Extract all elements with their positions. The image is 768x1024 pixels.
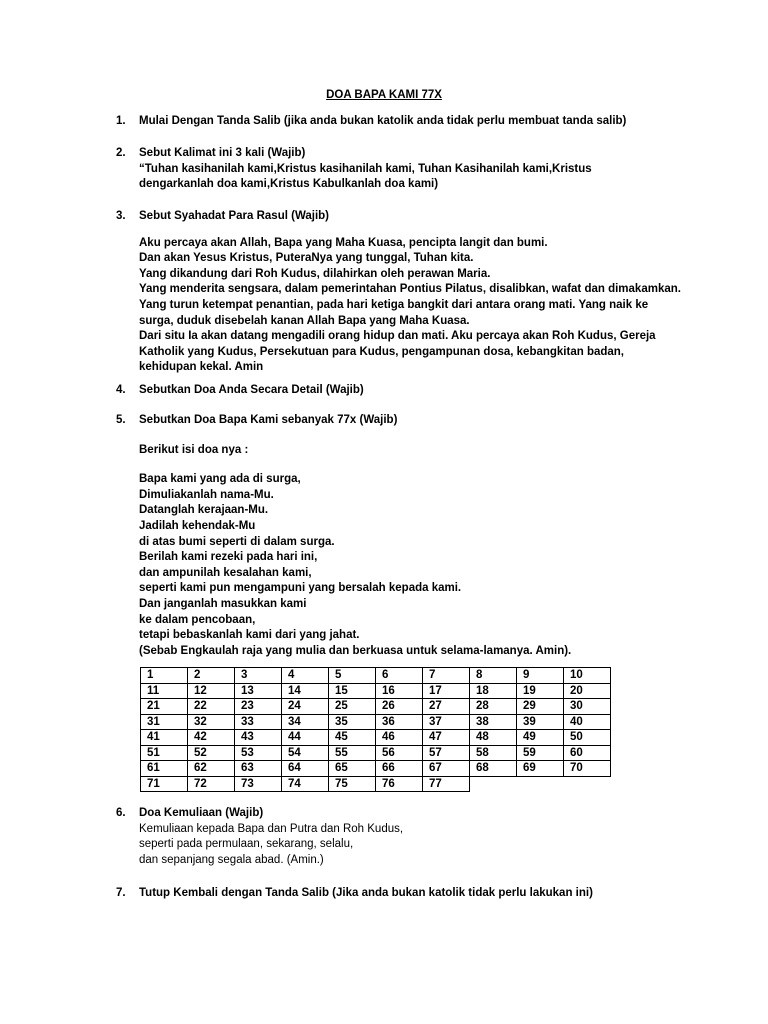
grid-cell: 19	[517, 683, 564, 699]
grid-cell: 75	[329, 776, 376, 792]
step-heading: Mulai Dengan Tanda Salib (jika anda bukan katolik anda tidak perlu membuat tanda salib)	[139, 115, 627, 127]
grid-cell: 38	[470, 714, 517, 730]
grid-cell: 36	[376, 714, 423, 730]
grid-cell	[517, 776, 564, 792]
grid-row	[141, 699, 611, 715]
grid-cell: 61	[141, 761, 188, 777]
step-number: 5.	[116, 414, 126, 426]
grid-cell: 31	[141, 714, 188, 730]
grid-cell: 64	[282, 761, 329, 777]
grid-cell: 20	[564, 683, 611, 699]
creed-line: Yang turun ketempat penantian, pada hari ketiga bangkit dari antara orang mati. Yang naik ke surga, duduk disebelah kanan Allah Bapa yang Maha Kuasa.	[139, 298, 649, 327]
grid-row	[141, 714, 611, 730]
grid-cell: 2	[188, 668, 235, 684]
prayer-line: dan ampunilah kesalahan kami,	[139, 566, 312, 579]
grid-row	[141, 776, 611, 792]
grid-cell: 73	[235, 776, 282, 792]
grid-cell: 41	[141, 730, 188, 746]
glory-line: dan sepanjang segala abad. (Amin.)	[139, 853, 324, 866]
grid-cell: 57	[423, 745, 470, 761]
grid-cell: 11	[141, 683, 188, 699]
grid-cell: 74	[282, 776, 329, 792]
prayer-line: Berilah kami rezeki pada hari ini,	[139, 551, 318, 564]
grid-cell	[470, 776, 517, 792]
grid-cell: 30	[564, 699, 611, 715]
prayer-line: tetapi bebaskanlah kami dari yang jahat.	[139, 629, 360, 642]
grid-cell: 51	[141, 745, 188, 761]
grid-cell: 35	[329, 714, 376, 730]
step-heading: Tutup Kembali dengan Tanda Salib (Jika anda bukan katolik tidak perlu lakukan ini)	[139, 887, 593, 899]
grid-cell: 69	[517, 761, 564, 777]
grid-cell: 34	[282, 714, 329, 730]
step-number: 2.	[116, 147, 126, 159]
grid-cell: 49	[517, 730, 564, 746]
grid-cell: 26	[376, 699, 423, 715]
grid-row	[141, 745, 611, 761]
step-heading: Sebut Kalimat ini 3 kali (Wajib)	[139, 147, 306, 159]
creed-line: Yang menderita sengsara, dalam pemerintahan Pontius Pilatus, disalibkan, wafat dan dimakamkan.	[139, 283, 681, 296]
grid-cell: 72	[188, 776, 235, 792]
grid-cell: 77	[423, 776, 470, 792]
grid-cell: 23	[235, 699, 282, 715]
creed-line: Aku percaya akan Allah, Bapa yang Maha Kuasa, pencipta langit dan bumi.	[139, 236, 548, 249]
grid-row	[141, 683, 611, 699]
grid-cell: 9	[517, 668, 564, 684]
grid-cell: 21	[141, 699, 188, 715]
grid-cell: 18	[470, 683, 517, 699]
step-text: “Tuhan kasihanilah kami,Kristus kasihanilah kami, Tuhan Kasihanilah kami,Kristus dengarkanlah doa kami,Kristus Kabulkanlah doa kami)	[139, 162, 592, 191]
grid-cell: 50	[564, 730, 611, 746]
prayer-count-grid	[140, 667, 611, 792]
grid-cell: 24	[282, 699, 329, 715]
step-heading: Sebutkan Doa Anda Secara Detail (Wajib)	[139, 384, 364, 396]
prayer-line: Bapa kami yang ada di surga,	[139, 473, 301, 486]
grid-cell: 5	[329, 668, 376, 684]
grid-cell: 42	[188, 730, 235, 746]
step-7	[116, 886, 676, 902]
grid-cell: 47	[423, 730, 470, 746]
step-heading: Sebutkan Doa Bapa Kami sebanyak 77x (Wajib)	[139, 414, 398, 426]
prayer-line: Dan janganlah masukkan kami	[139, 597, 307, 610]
step-heading: Sebut Syahadat Para Rasul (Wajib)	[139, 210, 330, 222]
grid-cell: 65	[329, 761, 376, 777]
prayer-line: Datanglah kerajaan-Mu.	[139, 504, 269, 517]
creed-line: Dari situ Ia akan datang mengadili orang hidup dan mati. Aku percaya akan Roh Kudus, Gereja Katholik yang Kudus, Persekutuan para Kudus, pengampunan dosa, kebangkitan badan, kehidupan kekal. Amin	[139, 330, 656, 374]
grid-cell: 25	[329, 699, 376, 715]
grid-cell: 33	[235, 714, 282, 730]
grid-cell: 48	[470, 730, 517, 746]
grid-cell: 58	[470, 745, 517, 761]
grid-cell: 10	[564, 668, 611, 684]
prayer-line: seperti kami pun mengampuni yang bersalah kepada kami.	[139, 582, 462, 595]
grid-cell: 71	[141, 776, 188, 792]
creed-line: Yang dikandung dari Roh Kudus, dilahirkan oleh perawan Maria.	[139, 267, 491, 280]
grid-cell: 28	[470, 699, 517, 715]
prayer-line: (Sebab Engkaulah raja yang mulia dan berkuasa untuk selama-lamanya. Amin).	[139, 644, 572, 657]
grid-row	[141, 730, 611, 746]
glory-line: Kemuliaan kepada Bapa dan Putra dan Roh Kudus,	[139, 822, 404, 835]
grid-cell: 27	[423, 699, 470, 715]
step-1	[116, 114, 676, 130]
grid-cell: 15	[329, 683, 376, 699]
step-3	[116, 209, 681, 376]
grid-cell: 40	[564, 714, 611, 730]
step-number: 6.	[116, 807, 126, 819]
step-4	[116, 383, 676, 399]
grid-cell: 14	[282, 683, 329, 699]
step-5	[116, 413, 676, 659]
grid-cell: 43	[235, 730, 282, 746]
grid-cell: 54	[282, 745, 329, 761]
grid-cell: 70	[564, 761, 611, 777]
grid-cell: 3	[235, 668, 282, 684]
grid-cell: 68	[470, 761, 517, 777]
grid-cell: 55	[329, 745, 376, 761]
creed-line: Dan akan Yesus Kristus, PuteraNya yang tunggal, Tuhan kita.	[139, 252, 474, 265]
step-2	[116, 146, 676, 193]
grid-cell: 22	[188, 699, 235, 715]
grid-cell: 16	[376, 683, 423, 699]
grid-cell: 12	[188, 683, 235, 699]
grid-cell: 17	[423, 683, 470, 699]
grid-cell: 1	[141, 668, 188, 684]
grid-cell: 4	[282, 668, 329, 684]
grid-cell: 66	[376, 761, 423, 777]
step-number: 7.	[116, 887, 126, 899]
prayer-line: di atas bumi seperti di dalam surga.	[139, 535, 335, 548]
grid-row	[141, 668, 611, 684]
grid-cell	[564, 776, 611, 792]
grid-cell: 45	[329, 730, 376, 746]
grid-cell: 39	[517, 714, 564, 730]
grid-row	[141, 761, 611, 777]
document-title: DOA BAPA KAMI 77X	[326, 89, 442, 101]
grid-cell: 67	[423, 761, 470, 777]
step-number: 3.	[116, 210, 126, 222]
grid-cell: 46	[376, 730, 423, 746]
glory-line: seperti pada permulaan, sekarang, selalu,	[139, 838, 354, 851]
grid-cell: 56	[376, 745, 423, 761]
grid-cell: 52	[188, 745, 235, 761]
grid-cell: 53	[235, 745, 282, 761]
step-6	[116, 806, 676, 868]
grid-cell: 29	[517, 699, 564, 715]
grid-cell: 6	[376, 668, 423, 684]
grid-cell: 60	[564, 745, 611, 761]
prayer-line: ke dalam pencobaan,	[139, 613, 256, 626]
grid-cell: 13	[235, 683, 282, 699]
grid-cell: 32	[188, 714, 235, 730]
step-number: 4.	[116, 384, 126, 396]
grid-cell: 63	[235, 761, 282, 777]
grid-cell: 8	[470, 668, 517, 684]
step-number: 1.	[116, 115, 126, 127]
prayer-intro: Berikut isi doa nya :	[139, 443, 249, 456]
grid-cell: 44	[282, 730, 329, 746]
grid-cell: 62	[188, 761, 235, 777]
prayer-line: Dimuliakanlah nama-Mu.	[139, 488, 274, 501]
grid-cell: 76	[376, 776, 423, 792]
grid-cell: 59	[517, 745, 564, 761]
prayer-line: Jadilah kehendak-Mu	[139, 519, 256, 532]
grid-cell: 7	[423, 668, 470, 684]
grid-cell: 37	[423, 714, 470, 730]
step-heading: Doa Kemuliaan (Wajib)	[139, 807, 264, 819]
